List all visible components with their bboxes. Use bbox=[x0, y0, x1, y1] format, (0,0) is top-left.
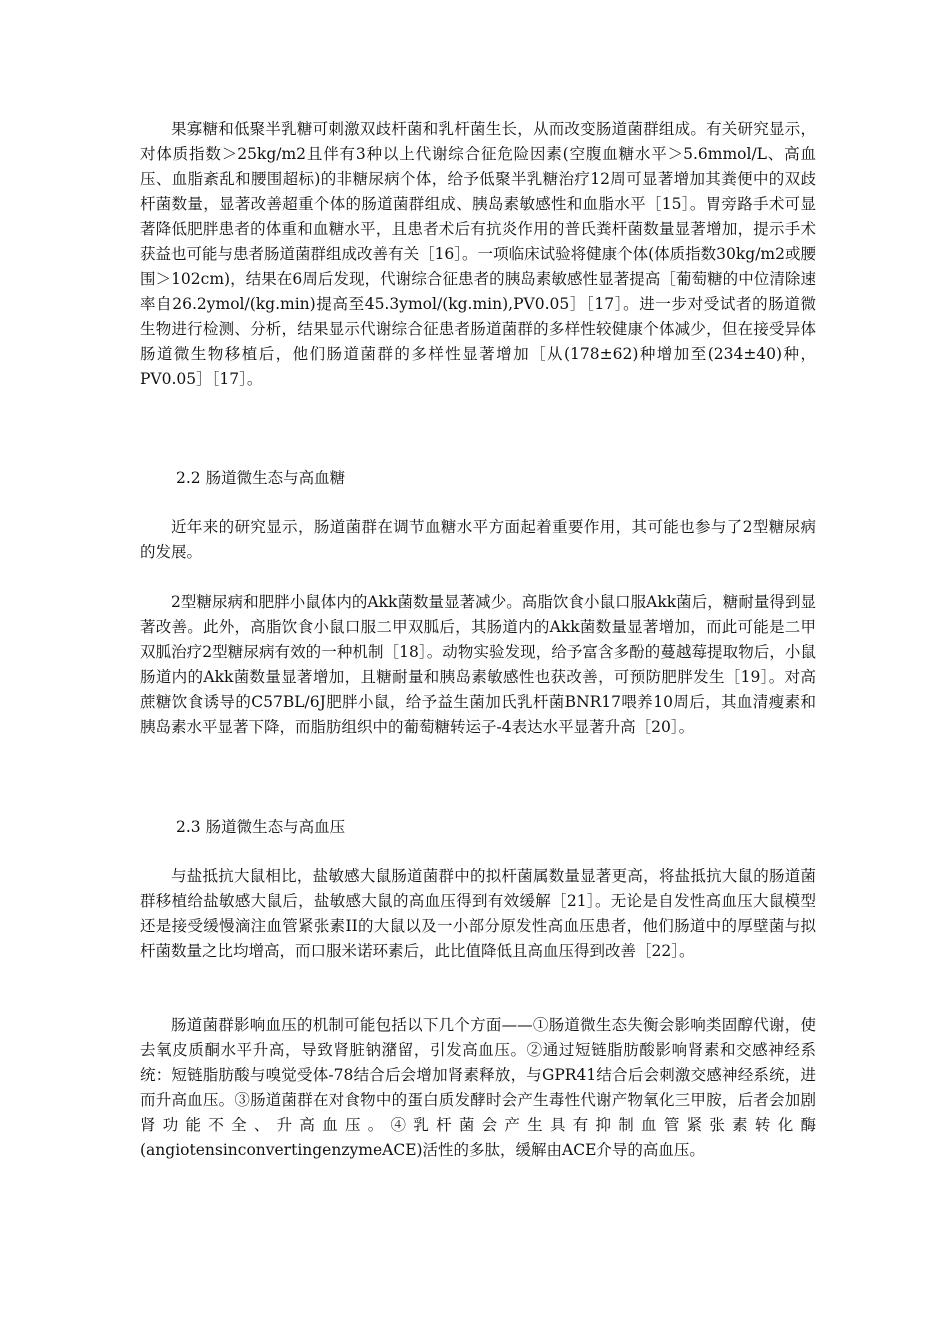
paragraph-block-3 bbox=[140, 590, 816, 740]
paragraph-block-1 bbox=[140, 117, 816, 392]
paragraph-gos-intervention: 果寡糖和低聚半乳糖可刺激双歧杆菌和乳杆菌生长，从而改变肠道菌群组成。有关研究显示，对体质指数＞25kg/m2且伴有3种以上代谢综合征危险因素(空腹血糖水平＞5.6mmol/L、高血压、血脂紊乱和腰围超标)的非糖尿病个体，给予低聚半乳糖治疗12周可显著增加其粪便中的双歧杆菌数量，显著改善超重个体的肠道菌群组成、胰岛素敏感性和血脂水平［15］。胃旁路手术可显著降低肥胖患者的体重和血糖水平，且患者术后有抗炎作用的普氏粪杆菌数量显著增加，提示手术获益也可能与患者肠道菌群组成改善有关［16］。一项临床试验将健康个体(体质指数30kg/m2或腰围＞102cm)，结果在6周后发现，代谢综合征患者的胰岛素敏感性显著提高［葡萄糖的中位清除速率自26.2ymol/(kg.min)提高至45.3ymol/(kg.min),PV0.05］［17］。进一步对受试者的肠道微生物进行检测、分析，结果显示代谢综合征患者肠道菌群的多样性较健康个体减少，但在接受异体肠道微生物移植后，他们肠道菌群的多样性显著增加［从(178±62)种增加至(234±40)种，PV0.05］［17］。 bbox=[140, 120, 817, 388]
paragraph-salt-sensitive-rats: 与盐抵抗大鼠相比，盐敏感大鼠肠道菌群中的拟杆菌属数量显著更高，将盐抵抗大鼠的肠道菌群移植给盐敏感大鼠后，盐敏感大鼠的高血压得到有效缓解［21］。无论是自发性高血压大鼠模型还是接受缓慢滴注血管紧张素II的大鼠以及一小部分原发性高血压患者，他们肠道中的厚壁菌与拟杆菌数量之比均增高，而口服米诺环素后，此比值降低且高血压得到改善［22］。 bbox=[140, 867, 816, 960]
paragraph-akk-bacteria: 2型糖尿病和肥胖小鼠体内的Akk菌数量显著减少。高脂饮食小鼠口服Akk菌后，糖耐量得到显著改善。此外，高脂饮食小鼠口服二甲双胍后，其肠道内的Akk菌数量显著增加，而此可能是二甲双胍治疗2型糖尿病有效的一种机制［18］。动物实验发现，给予富含多酚的蔓越莓提取物后，小鼠肠道内的Akk菌数量显著增加，且糖耐量和胰岛素敏感性也获改善，可预防肥胖发生［19］。对高蔗糖饮食诱导的C57BL/6J肥胖小鼠，给予益生菌加氏乳杆菌BNR17喂养10周后，其血清瘦素和胰岛素水平显著下降，而脂肪组织中的葡萄糖转运子-4表达水平显著升高［20］。 bbox=[140, 593, 816, 736]
section-heading-2-2: 2.2 肠道微生态与高血糖 bbox=[176, 469, 346, 487]
paragraph-blood-pressure-mechanisms: 肠道菌群影响血压的机制可能包括以下几个方面——①肠道微生态失衡会影响类固醇代谢，使去氧皮质酮水平升高，导致肾脏钠潴留，引发高血压。②通过短链脂肪酸影响肾素和交感神经系统：短链脂肪酸与嗅觉受体-78结合后会增加肾素释放，与GPR41结合后会刺激交感神经系统，进而升高血压。③肠道菌群在对食物中的蛋白质发酵时会产生毒性代谢产物氧化三甲胺，后者会加剧肾功能不全、升高血压。④乳杆菌会产生具有抑制血管紧张素转化酶(angiotensinconvertingenzymeACE)活性的多肽，缓解由ACE介导的高血压。 bbox=[140, 1016, 816, 1159]
paragraph-block-5 bbox=[140, 1013, 816, 1163]
paragraph-block-4 bbox=[140, 864, 816, 964]
paragraph-blood-glucose-intro: 近年来的研究显示，肠道菌群在调节血糖水平方面起着重要作用，其可能也参与了2型糖尿病的发展。 bbox=[140, 518, 816, 561]
section-heading-2-3: 2.3 肠道微生态与高血压 bbox=[176, 818, 346, 836]
paragraph-block-2 bbox=[140, 515, 816, 565]
